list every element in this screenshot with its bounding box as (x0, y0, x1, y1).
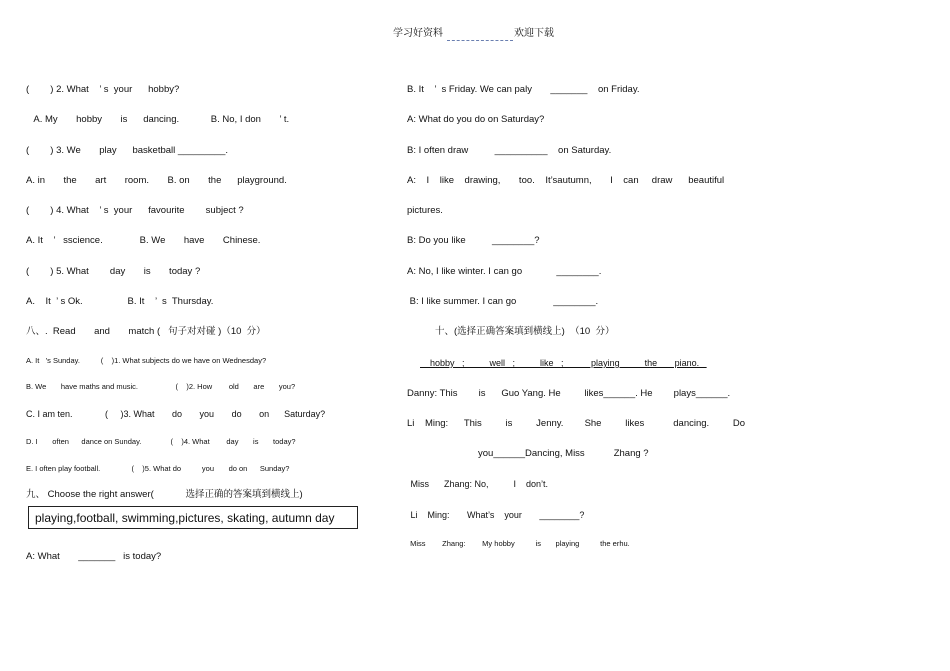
dialogue-line-1: Danny: This is Guo Yang. He likes______. He plays______. (407, 388, 731, 399)
section-10-word-line: hobby ; well ; like ; playing the piano. (420, 358, 707, 368)
right-line-7: A: No, I like winter. I can go ________. (407, 266, 602, 277)
question-4: ( ) 4. What ’ s your favourite subject ? (26, 205, 244, 216)
right-line-6: B: Do you like ________? (407, 235, 540, 246)
match-item-d: D. I often dance on Sunday. ( )4. What day is today? (26, 437, 296, 446)
dialogue-line-4: Miss Zhang: No, I don’t. (408, 479, 549, 489)
right-line-5: pictures. (407, 205, 443, 216)
dialogue-line-3: you______Dancing, Miss Zhang ? (478, 448, 649, 459)
match-item-b: B. We have maths and music. ( )2. How old are you? (26, 382, 296, 391)
question-5-options: A. It ’ s Ok. B. It ’ s Thursday. (26, 296, 214, 307)
question-what-today: A: What _______ is today? (26, 551, 162, 562)
header-right-text: 欢迎下载 (514, 28, 554, 39)
question-5: ( ) 5. What day is today ? (26, 266, 201, 277)
right-line-8: B: I like summer. I can go ________. (407, 296, 599, 307)
question-2: ( ) 2. What ’ s your hobby? (26, 84, 180, 95)
dialogue-line-6: Miss Zhang: My hobby is playing the erhu. (408, 539, 630, 548)
question-3-options: A. in the art room. B. on the playground. (26, 175, 287, 186)
match-item-c: C. I am ten. ( )3. What do you do on Saturday? (26, 409, 326, 419)
right-line-3: B: I often draw __________ on Saturday. (407, 145, 612, 156)
word-box (28, 506, 358, 529)
right-line-4: A: I like drawing, too. It’sautumn, I can draw beautiful (407, 175, 725, 186)
section-8-title: 八、. Read and match ( 句子对对碰 )（10 分） (26, 326, 266, 337)
question-4-options: A. It ’ sscience. B. We have Chinese. (26, 235, 261, 246)
dialogue-line-2: Li Ming: This is Jenny. She likes dancing. Do (407, 418, 746, 429)
question-3: ( ) 3. We play basketball _________. (26, 145, 229, 156)
dialogue-line-5: Li Ming: What’s your ________? (408, 510, 585, 520)
section-9-title: 九、 Choose the right answer( 选择正确的答案填到横线上) (26, 489, 303, 500)
header-dashed-line (447, 40, 513, 41)
word-box-text: playing,football, swimming,pictures, skating, autumn day (35, 511, 335, 525)
section-10-title: 十、(选择正确答案填到横线上) （10 分） (435, 326, 615, 337)
right-line-1: B. It ’ s Friday. We can paly _______ on Friday. (407, 84, 640, 95)
match-item-a: A. It ’s Sunday. ( )1. What subjects do we have on Wednesday? (26, 356, 267, 365)
header-left-text: 学习好资料 (393, 28, 443, 39)
right-line-2: A: What do you do on Saturday? (407, 114, 545, 125)
match-item-e: E. I often play football. ( )5. What do you do on Sunday? (26, 464, 290, 473)
question-2-options: A. My hobby is dancing. B. No, I don ’ t. (26, 114, 290, 125)
